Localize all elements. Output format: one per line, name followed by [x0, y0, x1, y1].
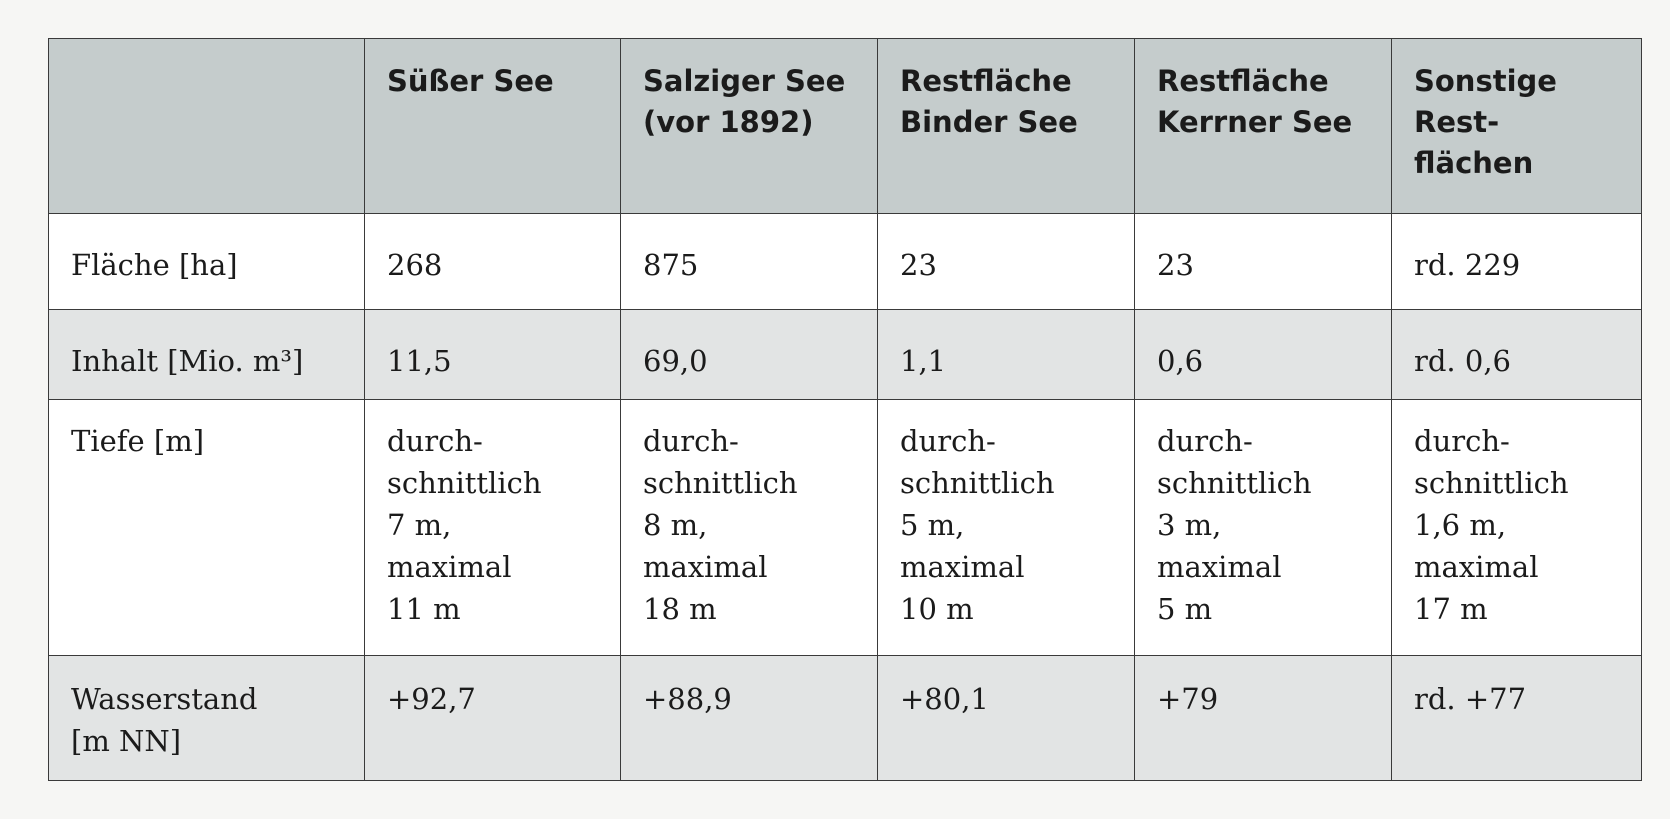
table-cell: 23: [1135, 214, 1392, 310]
row-label: Fläche [ha]: [49, 214, 365, 310]
table-cell: durch- schnittlich 1,6 m, maximal 17 m: [1392, 400, 1642, 656]
table-cell: 268: [365, 214, 621, 310]
table-cell: +80,1: [878, 656, 1135, 781]
header-cell-salziger-see: Salziger See (vor 1892): [621, 39, 878, 214]
header-cell-empty: [49, 39, 365, 214]
row-label: Wasserstand [m NN]: [49, 656, 365, 781]
row-label: Inhalt [Mio. m³]: [49, 310, 365, 400]
table-cell: 69,0: [621, 310, 878, 400]
table-cell: 23: [878, 214, 1135, 310]
header-cell-binder-see: Restfläche Binder See: [878, 39, 1135, 214]
table-cell: durch- schnittlich 7 m, maximal 11 m: [365, 400, 621, 656]
table-cell: rd. +77: [1392, 656, 1642, 781]
table-cell: durch- schnittlich 3 m, maximal 5 m: [1135, 400, 1392, 656]
table-cell: +92,7: [365, 656, 621, 781]
header-cell-kerrner-see: Restfläche Kerrner See: [1135, 39, 1392, 214]
table-row: [49, 310, 1642, 400]
table-cell: 1,1: [878, 310, 1135, 400]
table-cell: rd. 0,6: [1392, 310, 1642, 400]
table-cell: +79: [1135, 656, 1392, 781]
table-row: [49, 214, 1642, 310]
header-cell-suesser-see: Süßer See: [365, 39, 621, 214]
table-cell: 875: [621, 214, 878, 310]
lake-data-table: [48, 38, 1642, 781]
table-row: [49, 400, 1642, 656]
header-cell-sonstige: Sonstige Rest- flächen: [1392, 39, 1642, 214]
table-cell: durch- schnittlich 5 m, maximal 10 m: [878, 400, 1135, 656]
table-cell: durch- schnittlich 8 m, maximal 18 m: [621, 400, 878, 656]
table-cell: 11,5: [365, 310, 621, 400]
table-cell: +88,9: [621, 656, 878, 781]
table-cell: rd. 229: [1392, 214, 1642, 310]
table-header-row: [49, 39, 1642, 214]
table-row: [49, 656, 1642, 781]
table-cell: 0,6: [1135, 310, 1392, 400]
row-label: Tiefe [m]: [49, 400, 365, 656]
